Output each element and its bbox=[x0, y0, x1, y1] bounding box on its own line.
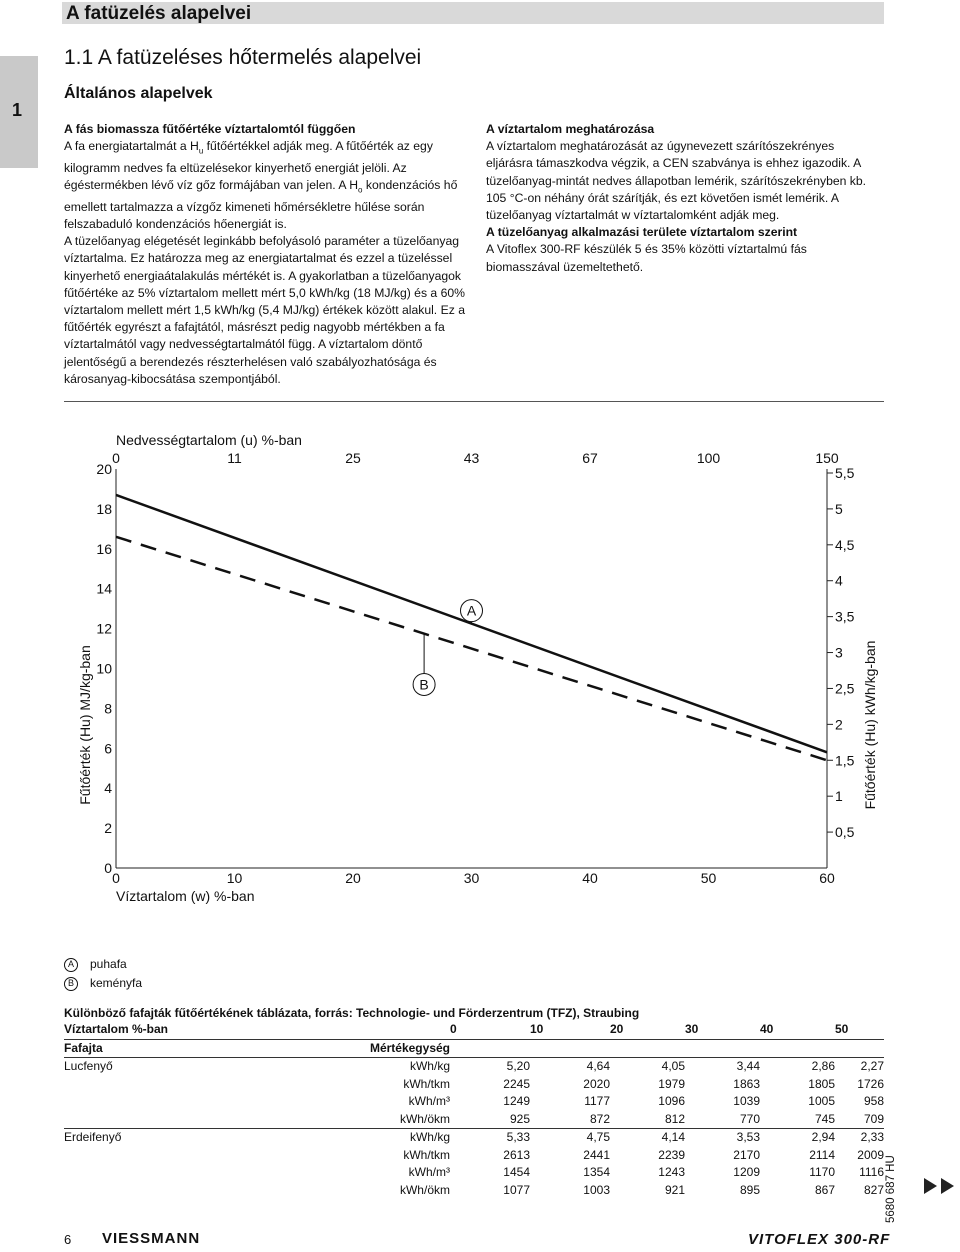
top-tick-label: 67 bbox=[582, 450, 598, 466]
x-tick-label: 20 bbox=[345, 870, 361, 886]
table-header-cell: 20 bbox=[610, 1021, 685, 1039]
document-code bbox=[884, 1143, 898, 1223]
chapter-tab-number: 1 bbox=[12, 100, 23, 120]
top-tick-label: 43 bbox=[463, 450, 480, 466]
table-species-cell bbox=[64, 1076, 210, 1094]
product-name: VITOFLEX 300-RF bbox=[748, 1231, 891, 1248]
table-value-cell: 1077 bbox=[503, 1182, 530, 1197]
table-value-cell: 958 bbox=[863, 1094, 884, 1108]
table-value-cell: 1177 bbox=[584, 1094, 610, 1108]
x-tick-label: 10 bbox=[226, 870, 243, 886]
table-value-cell: 1003 bbox=[583, 1182, 610, 1197]
table-species-cell: Erdeifenyő bbox=[64, 1129, 210, 1147]
table-unit-cell: kWh/kg bbox=[210, 1058, 450, 1076]
table-row bbox=[64, 1058, 884, 1076]
table-row bbox=[64, 1147, 884, 1165]
table-header-cell: 10 bbox=[530, 1021, 610, 1039]
table-header-cell bbox=[210, 1021, 450, 1039]
table-value-cell: 2009 bbox=[857, 1147, 884, 1162]
left-column bbox=[64, 121, 474, 388]
chapter-header-bar bbox=[62, 2, 884, 24]
table-row bbox=[64, 1076, 884, 1094]
table-empty-cell bbox=[760, 1039, 835, 1058]
right-axis-label: Fűtőérték (Hu) kWh/kg-ban bbox=[862, 640, 878, 810]
table-subheader-cell: Fafajta bbox=[64, 1039, 210, 1058]
legend-item-b bbox=[64, 974, 142, 993]
legend-key-a: A bbox=[64, 958, 78, 972]
table-value-cell: 5,20 bbox=[450, 1058, 530, 1076]
y-tick-label: 20 bbox=[96, 461, 112, 477]
table-value-cell: 1116 bbox=[859, 1165, 884, 1179]
table-value-cell: 1863 bbox=[733, 1076, 760, 1091]
table-value-cell: 1249 bbox=[503, 1094, 530, 1108]
double-triangle-right-icon bbox=[924, 1178, 958, 1194]
y-tick-label: 4 bbox=[104, 780, 112, 797]
right-tick-label: 5,5 bbox=[835, 464, 855, 481]
table-value-cell: 1005 bbox=[808, 1094, 835, 1108]
right-tick-label: 0,5 bbox=[835, 824, 855, 841]
legend-item-a bbox=[64, 955, 142, 974]
table-species-cell bbox=[64, 1147, 210, 1165]
table-value-cell: 1039 bbox=[733, 1094, 760, 1108]
table-value-cell: 2441 bbox=[583, 1147, 610, 1162]
table-value-cell: 770 bbox=[739, 1111, 760, 1126]
table-value-cell: 1979 bbox=[658, 1076, 685, 1091]
x-tick-label: 30 bbox=[463, 870, 480, 886]
table-value-cell: 2,86 bbox=[760, 1058, 835, 1076]
table-value-cell: 1354 bbox=[583, 1165, 610, 1179]
table-subheader-cell: Mértékegység bbox=[210, 1039, 450, 1058]
y-tick-label: 8 bbox=[104, 700, 112, 717]
series-line-a bbox=[116, 495, 827, 752]
y-tick-label: 2 bbox=[104, 820, 112, 837]
table-row bbox=[64, 1129, 884, 1147]
table-value-cell: 1209 bbox=[733, 1165, 760, 1179]
right-tick-label: 2,5 bbox=[835, 680, 855, 697]
x-tick-label: 40 bbox=[582, 870, 598, 886]
right-tick-label: 4,5 bbox=[835, 536, 855, 553]
right-tick-label: 5 bbox=[835, 500, 843, 517]
y-tick-label: 6 bbox=[104, 740, 112, 757]
table-value-cell: 812 bbox=[664, 1111, 685, 1126]
table-row bbox=[64, 1182, 884, 1200]
subsection-title: Általános alapelvek bbox=[64, 85, 213, 102]
y-tick-label: 14 bbox=[96, 580, 112, 597]
table-value-cell: 827 bbox=[863, 1182, 884, 1197]
legend-label-b: keményfa bbox=[90, 976, 143, 990]
right-column bbox=[486, 121, 884, 276]
table-unit-cell: kWh/kg bbox=[210, 1129, 450, 1147]
legend-label-a: puhafa bbox=[90, 957, 127, 971]
table-unit-cell: kWh/tkm bbox=[403, 1076, 450, 1091]
table-row bbox=[64, 1111, 884, 1129]
table-row bbox=[64, 1093, 884, 1111]
table-empty-cell bbox=[610, 1039, 685, 1058]
table-value-cell: 2114 bbox=[809, 1147, 835, 1162]
table-empty-cell bbox=[835, 1039, 884, 1058]
chapter-title: A fatüzelés alapelvei bbox=[66, 3, 252, 24]
x-tick-label: 60 bbox=[819, 870, 835, 886]
table-value-cell: 895 bbox=[739, 1182, 760, 1197]
right-tick-label: 3,5 bbox=[835, 608, 855, 625]
table-value-cell: 1170 bbox=[809, 1165, 835, 1179]
top-tick-label: 25 bbox=[345, 450, 361, 466]
table-value-cell: 4,64 bbox=[530, 1058, 610, 1076]
top-tick-label: 0 bbox=[112, 450, 120, 466]
table-header-cell: 40 bbox=[760, 1021, 835, 1039]
right-heading-2: A tüzelőanyag alkalmazási területe víztartalom szerint bbox=[486, 225, 798, 240]
table-value-cell: 925 bbox=[509, 1111, 530, 1126]
y-tick-label: 0 bbox=[104, 860, 112, 876]
legend-key-b: B bbox=[64, 977, 78, 991]
top-axis-title: Nedvességtartalom (u) %-ban bbox=[116, 432, 302, 448]
page-number: 6 bbox=[64, 1232, 72, 1247]
table-value-cell: 1243 bbox=[658, 1165, 685, 1179]
chart-legend bbox=[64, 955, 142, 993]
document-code-text: 5680 687 HU bbox=[885, 1155, 897, 1223]
table-unit-cell: kWh/m³ bbox=[408, 1165, 450, 1179]
right-paragraph-2: A Vitoflex 300-RF készülék 5 és 35% közötti víztartalmú fás biomasszával üzemeltethető. bbox=[486, 242, 807, 274]
table-unit-cell: kWh/tkm bbox=[403, 1147, 450, 1162]
table-value-cell: 4,14 bbox=[610, 1129, 685, 1147]
y-tick-label: 18 bbox=[96, 500, 112, 517]
right-tick-label: 1,5 bbox=[835, 752, 855, 769]
table-value-cell: 2020 bbox=[583, 1076, 610, 1091]
table-unit-cell: kWh/m³ bbox=[408, 1094, 450, 1108]
x-tick-label: 0 bbox=[112, 870, 120, 886]
right-tick-label: 4 bbox=[835, 572, 843, 589]
table-header-cell: 30 bbox=[685, 1021, 760, 1039]
table-row bbox=[64, 1164, 884, 1182]
table-species-cell: Lucfenyő bbox=[64, 1058, 210, 1076]
table-value-cell: 2,33 bbox=[835, 1129, 884, 1147]
x-tick-label: 50 bbox=[700, 870, 717, 886]
table-value-cell: 1454 bbox=[503, 1165, 530, 1179]
viessmann-logo: VIESSMANN bbox=[102, 1230, 201, 1247]
table-value-cell: 2170 bbox=[733, 1147, 760, 1162]
table-subheader-row bbox=[64, 1039, 884, 1058]
table-value-cell: 1805 bbox=[808, 1076, 835, 1091]
top-tick-label: 150 bbox=[815, 450, 839, 466]
heating-value-table bbox=[64, 1021, 884, 1199]
left-heading: A fás biomassza fűtőértéke víztartalomtól függően bbox=[64, 122, 356, 136]
table-empty-cell bbox=[530, 1039, 610, 1058]
top-tick-label: 100 bbox=[696, 450, 721, 466]
table-species-cell bbox=[64, 1093, 210, 1111]
right-tick-label: 1 bbox=[835, 788, 843, 805]
series-callout-label: A bbox=[466, 602, 477, 619]
x-axis-label: Víztartalom (w) %-ban bbox=[116, 888, 255, 904]
y-tick-label: 12 bbox=[96, 620, 112, 637]
table-species-cell bbox=[64, 1111, 210, 1129]
table-value-cell: 2,27 bbox=[835, 1058, 884, 1076]
heating-value-chart bbox=[60, 425, 890, 915]
table-value-cell: 709 bbox=[863, 1111, 884, 1126]
y-tick-label: 16 bbox=[96, 540, 112, 557]
table-value-cell: 4,05 bbox=[610, 1058, 685, 1076]
left-paragraph-1: A fa energiatartalmát a $H_u$ fűtőértékkel adják meg. A fűtőérték az egy kilogramm nedves fa eltüzelésekor kinyerhető energiát jelöli. Az égéstermékben lévő víz gőz formájában van jelen. A $H_o$ kondenzációs hő emellett tartalmazza a vízgőz kimeneti hőmérsékletre hűlése során felszabaduló kondenzációs hőenergiát is. bbox=[64, 139, 458, 231]
table-value-cell: 921 bbox=[664, 1182, 685, 1197]
table-value-cell: 867 bbox=[814, 1182, 835, 1197]
section-divider bbox=[64, 401, 884, 402]
table-header-cell: 50 bbox=[835, 1021, 884, 1039]
left-paragraph-2: A tüzelőanyag elégetését leginkább befolyásoló paraméter a tüzelőanyag víztartalma. Ez határozza meg az energiatartalmat és ezzel a tüzeléssel kinyerhető energiaátalakulás mértékét is. A gyakorlatban a tüzelőanyagok fűtőértéke az 5% víztartalom mellett mért 5,0 kWh/kg (18 MJ/kg) és a 60% víztartalom mellett mért 1,5 kWh/kg (5,4 MJ/kg) értékek között alakul. Ez a fűtőérték egyrészt a fafajtától, másrészt pedig nagyobb mértékben a fa víztartalmától vagy nedvességtartalmától függ. A víztartalom döntő jelentőségű a berendezés részterhelésen való szabályozhatósága és károsanyag-kibocsátása szempontjából. bbox=[64, 234, 465, 386]
table-value-cell: 4,75 bbox=[530, 1129, 610, 1147]
y-tick-label: 10 bbox=[96, 660, 112, 677]
table-value-cell: 2,94 bbox=[760, 1129, 835, 1147]
table-species-cell bbox=[64, 1182, 210, 1200]
table-value-cell: 3,44 bbox=[685, 1058, 760, 1076]
table-unit-cell: kWh/ökm bbox=[399, 1111, 450, 1126]
table-title: Különböző fafajták fűtőértékének táblázata, forrás: Technologie- und Förderzentrum (TFZ), Straubing bbox=[64, 1006, 640, 1020]
table-empty-cell bbox=[685, 1039, 760, 1058]
chapter-tab bbox=[0, 56, 38, 168]
table-value-cell: 3,53 bbox=[685, 1129, 760, 1147]
section-title: 1.1 A fatüzeléses hőtermelés alapelvei bbox=[64, 46, 422, 69]
right-tick-label: 3 bbox=[835, 644, 843, 661]
table-value-cell: 2613 bbox=[503, 1147, 530, 1162]
table-empty-cell bbox=[450, 1039, 530, 1058]
top-tick-label: 11 bbox=[227, 450, 242, 466]
table-value-cell: 1726 bbox=[857, 1076, 884, 1091]
table-value-cell: 5,33 bbox=[450, 1129, 530, 1147]
table-value-cell: 1096 bbox=[658, 1094, 685, 1108]
table-value-cell: 745 bbox=[814, 1111, 835, 1126]
table-species-cell bbox=[64, 1164, 210, 1182]
table-value-cell: 2245 bbox=[503, 1076, 530, 1091]
series-line-b bbox=[116, 537, 827, 760]
table-value-cell: 872 bbox=[589, 1111, 610, 1126]
table-header-row bbox=[64, 1021, 884, 1039]
series-callout-label: B bbox=[419, 676, 429, 693]
table-header-cell: 0 bbox=[450, 1021, 530, 1039]
table-header-cell: Víztartalom %-ban bbox=[64, 1021, 210, 1039]
table-value-cell: 2239 bbox=[658, 1147, 685, 1162]
right-tick-label: 2 bbox=[835, 716, 843, 733]
right-paragraph-1: A víztartalom meghatározását az úgynevezett szárítószekrényes eljárásra támaszkodva végzik, a CEN szabványa is ehhez igazodik. A tüzelőanyag-mintát nedves állapotban lemérik, szárítószekrényben kb. 105 °C-on néhány órát szárítják, és ezt követően ismét lemérik. A tüzelőanyag víztartalmát w víztartalomként adják meg. bbox=[486, 139, 867, 223]
right-heading-1: A víztartalom meghatározása bbox=[486, 122, 655, 136]
table-unit-cell: kWh/ökm bbox=[399, 1182, 450, 1197]
y-axis-label: Fűtőérték (Hu) MJ/kg-ban bbox=[77, 645, 93, 805]
